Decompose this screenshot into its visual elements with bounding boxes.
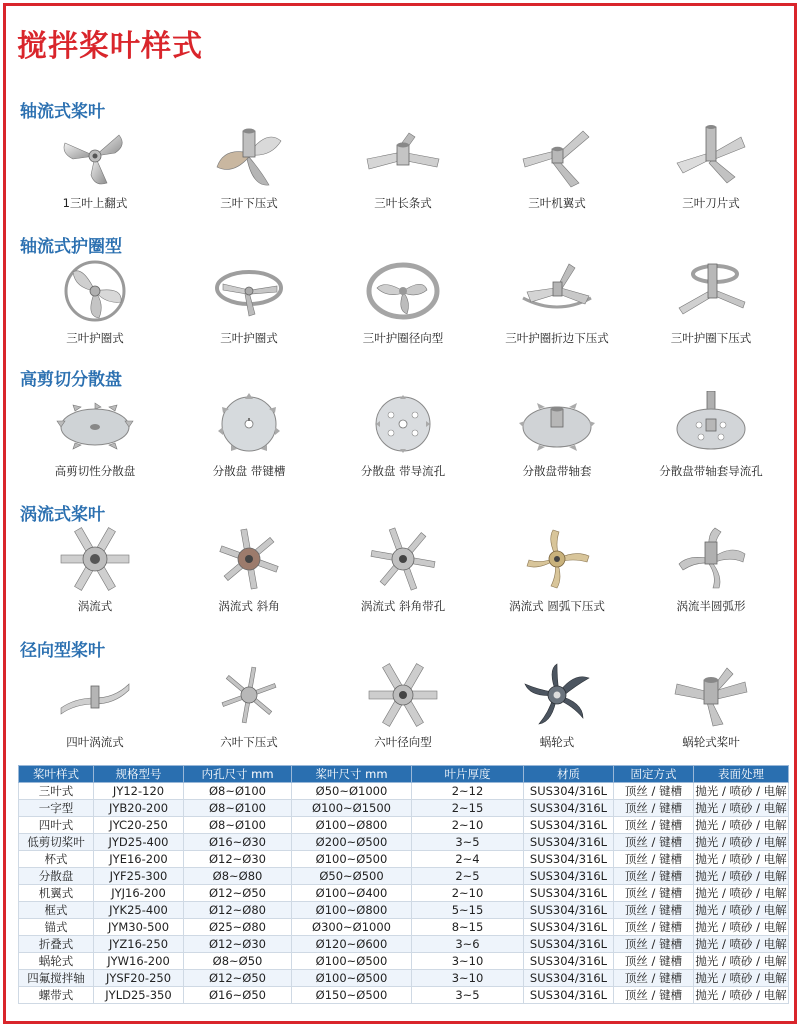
table-cell: 3~10	[412, 953, 524, 970]
table-cell: 顶丝 / 键槽	[614, 817, 694, 834]
product-card	[18, 654, 172, 754]
table-cell: 顶丝 / 键槽	[614, 800, 694, 817]
table-cell: 2~15	[412, 800, 524, 817]
table-cell: Ø50~Ø500	[292, 868, 412, 885]
product-card	[18, 383, 172, 483]
product-caption: 蜗轮式桨叶	[682, 735, 740, 749]
table-cell: 顶丝 / 键槽	[614, 851, 694, 868]
col-header-material: 材质	[524, 766, 614, 783]
guard-ring-folded-impeller-image	[517, 258, 597, 324]
table-cell: JYD25-400	[94, 834, 184, 851]
product-card	[480, 654, 634, 754]
product-caption: 分散盘带轴套导流孔	[659, 464, 763, 478]
six-blade-downward-image	[209, 662, 289, 728]
table-cell: 顶丝 / 键槽	[614, 834, 694, 851]
product-card	[480, 115, 634, 215]
product-caption: 蜗轮式	[539, 735, 575, 749]
three-blade-knife-impeller-image	[671, 123, 751, 189]
table-cell: JYM30-500	[94, 919, 184, 936]
high-shear-disc-image	[55, 391, 135, 457]
disc-with-sleeve-image	[517, 391, 597, 457]
table-cell: Ø200~Ø500	[292, 834, 412, 851]
table-cell: SUS304/316L	[524, 783, 614, 800]
product-card	[480, 383, 634, 483]
table-cell: JYJ16-200	[94, 885, 184, 902]
product-caption: 三叶护圈式	[66, 331, 124, 345]
product-caption: 三叶护圈式	[220, 331, 278, 345]
table-cell: 抛光 / 喷砂 / 电解	[695, 988, 787, 1002]
angled-turbine-with-holes-image	[363, 526, 443, 592]
table-cell: 顶丝 / 键槽	[614, 936, 694, 953]
table-row	[19, 987, 789, 1004]
table-cell: Ø16~Ø30	[184, 834, 292, 851]
product-caption: 六叶下压式	[220, 735, 278, 749]
table-row	[19, 953, 789, 970]
table-row	[19, 885, 789, 902]
guard-ring-radial-impeller-image	[363, 258, 443, 324]
table-cell: 折叠式	[19, 936, 94, 953]
three-blade-wing-impeller-image	[517, 123, 597, 189]
table-cell: JY12-120	[94, 783, 184, 800]
table-cell: Ø100~Ø500	[292, 970, 412, 987]
table-cell: Ø8~Ø50	[184, 953, 292, 970]
product-card	[172, 383, 326, 483]
table-cell: 3~6	[412, 936, 524, 953]
product-caption: 涡流式 斜角	[218, 599, 280, 613]
product-card	[172, 518, 326, 618]
table-cell: 3~5	[412, 834, 524, 851]
table-cell: 抛光 / 喷砂 / 电解	[695, 937, 787, 951]
col-header-blade-size: 桨叶尺寸 mm	[292, 766, 412, 783]
page-title: 搅拌桨叶样式	[17, 29, 203, 64]
guard-ring-propeller-image	[55, 258, 135, 324]
table-cell: 顶丝 / 键槽	[614, 987, 694, 1004]
table-cell: Ø12~Ø50	[184, 970, 292, 987]
product-card	[326, 654, 480, 754]
half-arc-turbine-image	[671, 526, 751, 592]
table-cell: 抛光 / 喷砂 / 电解	[695, 784, 787, 798]
table-cell: SUS304/316L	[524, 868, 614, 885]
product-card	[634, 250, 788, 350]
product-card	[634, 518, 788, 618]
table-cell: 抛光 / 喷砂 / 电解	[695, 971, 787, 985]
table-cell: Ø100~Ø500	[292, 851, 412, 868]
table-cell: JYW16-200	[94, 953, 184, 970]
table-cell: 顶丝 / 键槽	[614, 902, 694, 919]
table-cell: 抛光 / 喷砂 / 电解	[695, 954, 787, 968]
table-cell: Ø8~Ø100	[184, 817, 292, 834]
table-cell: Ø12~Ø80	[184, 902, 292, 919]
table-cell: SUS304/316L	[524, 919, 614, 936]
disc-with-keyway-image	[209, 391, 289, 457]
product-card	[326, 250, 480, 350]
table-cell: 8~15	[412, 919, 524, 936]
table-row	[19, 919, 789, 936]
product-card	[634, 383, 788, 483]
table-cell: SUS304/316L	[524, 800, 614, 817]
disc-with-flow-holes-image	[363, 391, 443, 457]
product-caption: 三叶护圈下压式	[670, 331, 752, 345]
product-caption: 涡流式	[77, 599, 113, 613]
guard-ring-downward-impeller-image	[671, 258, 751, 324]
section-title: 轴流式护圈型	[20, 237, 122, 257]
table-cell: Ø25~Ø80	[184, 919, 292, 936]
product-card	[18, 115, 172, 215]
table-body	[19, 783, 789, 1004]
section-title: 径向型桨叶	[20, 641, 105, 661]
product-caption: 分散盘 带键槽	[212, 464, 286, 478]
table-cell: Ø12~Ø50	[184, 885, 292, 902]
product-card	[634, 654, 788, 754]
table-cell: 一字型	[19, 800, 94, 817]
table-cell: 3~10	[412, 970, 524, 987]
table-cell: 抛光 / 喷砂 / 电解	[695, 852, 787, 866]
table-row	[19, 783, 789, 800]
product-card	[480, 250, 634, 350]
table-cell: JYZ16-250	[94, 936, 184, 953]
table-cell: 3~5	[412, 987, 524, 1004]
table-cell: Ø50~Ø1000	[292, 783, 412, 800]
table-cell: Ø16~Ø50	[184, 987, 292, 1004]
table-cell: SUS304/316L	[524, 817, 614, 834]
product-caption: 三叶护圈径向型	[362, 331, 444, 345]
table-cell: 抛光 / 喷砂 / 电解	[695, 818, 787, 832]
product-caption: 三叶护圈折边下压式	[505, 331, 609, 345]
product-caption: 分散盘带轴套	[522, 464, 592, 478]
table-cell: SUS304/316L	[524, 936, 614, 953]
product-card	[172, 115, 326, 215]
table-cell: 顶丝 / 键槽	[614, 868, 694, 885]
worm-wheel-blade-image	[671, 662, 751, 728]
table-header-row	[19, 766, 789, 783]
specification-table	[18, 765, 789, 1004]
table-cell: 2~10	[412, 817, 524, 834]
section-title: 涡流式桨叶	[20, 505, 105, 525]
table-cell: 抛光 / 喷砂 / 电解	[695, 920, 787, 934]
table-cell: Ø100~Ø800	[292, 817, 412, 834]
table-cell: Ø8~Ø100	[184, 800, 292, 817]
table-cell: Ø100~Ø1500	[292, 800, 412, 817]
curved-turbine-impeller-image	[517, 526, 597, 592]
table-cell: 低剪切桨叶	[19, 834, 94, 851]
col-header-fixing: 固定方式	[614, 766, 694, 783]
product-card	[172, 250, 326, 350]
table-cell: SUS304/316L	[524, 902, 614, 919]
section-title: 轴流式桨叶	[20, 102, 105, 122]
table-cell: SUS304/316L	[524, 851, 614, 868]
table-cell: 抛光 / 喷砂 / 电解	[695, 869, 787, 883]
table-cell: JYSF20-250	[94, 970, 184, 987]
table-cell: Ø120~Ø600	[292, 936, 412, 953]
table-row	[19, 851, 789, 868]
table-row	[19, 970, 789, 987]
product-card	[480, 518, 634, 618]
col-header-finish: 表面处理	[694, 766, 789, 783]
turbine-impeller-image	[55, 526, 135, 592]
table-cell: 2~4	[412, 851, 524, 868]
table-cell: SUS304/316L	[524, 987, 614, 1004]
product-caption: 分散盘 带导流孔	[360, 464, 446, 478]
col-header-model: 规格型号	[94, 766, 184, 783]
section-title: 高剪切分散盘	[20, 370, 122, 390]
table-row	[19, 817, 789, 834]
angled-turbine-impeller-image	[209, 526, 289, 592]
table-cell: 抛光 / 喷砂 / 电解	[695, 801, 787, 815]
table-cell: 螺带式	[19, 987, 94, 1004]
product-caption: 六叶径向型	[374, 735, 432, 749]
table-cell: 5~15	[412, 902, 524, 919]
four-blade-turbine-image	[55, 662, 135, 728]
table-cell: JYB20-200	[94, 800, 184, 817]
table-cell: SUS304/316L	[524, 834, 614, 851]
table-cell: 蜗轮式	[19, 953, 94, 970]
table-cell: 抛光 / 喷砂 / 电解	[695, 903, 787, 917]
table-row	[19, 868, 789, 885]
table-cell: 抛光 / 喷砂 / 电解	[695, 886, 787, 900]
table-cell: Ø100~Ø800	[292, 902, 412, 919]
table-cell: Ø300~Ø1000	[292, 919, 412, 936]
product-caption: 四叶涡流式	[66, 735, 124, 749]
product-caption: 涡流半圆弧形	[676, 599, 746, 613]
product-card	[326, 518, 480, 618]
table-cell: 抛光 / 喷砂 / 电解	[695, 835, 787, 849]
table-cell: JYK25-400	[94, 902, 184, 919]
col-header-style: 桨叶样式	[19, 766, 94, 783]
product-caption: 涡流式 斜角带孔	[360, 599, 446, 613]
table-cell: 顶丝 / 键槽	[614, 783, 694, 800]
table-cell: 2~12	[412, 783, 524, 800]
table-cell: SUS304/316L	[524, 953, 614, 970]
table-cell: JYE16-200	[94, 851, 184, 868]
product-caption: 三叶机翼式	[528, 196, 586, 210]
table-cell: Ø8~Ø80	[184, 868, 292, 885]
table-cell: Ø12~Ø30	[184, 851, 292, 868]
table-cell: JYF25-300	[94, 868, 184, 885]
table-cell: 顶丝 / 键槽	[614, 970, 694, 987]
table-row	[19, 834, 789, 851]
table-row	[19, 936, 789, 953]
table-cell: 2~10	[412, 885, 524, 902]
product-caption: 三叶下压式	[220, 196, 278, 210]
table-cell: 四氟搅拌轴	[19, 970, 94, 987]
disc-with-sleeve-and-holes-image	[671, 391, 751, 457]
product-caption: 涡流式 圆弧下压式	[509, 599, 605, 613]
table-cell: JYLD25-350	[94, 987, 184, 1004]
table-cell: Ø100~Ø500	[292, 953, 412, 970]
table-cell: SUS304/316L	[524, 885, 614, 902]
table-cell: JYC20-250	[94, 817, 184, 834]
product-card	[18, 518, 172, 618]
product-card	[326, 383, 480, 483]
table-cell: 机翼式	[19, 885, 94, 902]
product-caption: 三叶长条式	[374, 196, 432, 210]
table-cell: 顶丝 / 键槽	[614, 919, 694, 936]
product-card	[18, 250, 172, 350]
table-cell: 锚式	[19, 919, 94, 936]
three-blade-propeller-image	[55, 123, 135, 189]
three-blade-long-strip-image	[363, 123, 443, 189]
product-caption: 三叶刀片式	[682, 196, 740, 210]
col-header-bore: 内孔尺寸 mm	[184, 766, 292, 783]
worm-wheel-impeller-image	[517, 662, 597, 728]
table-cell: SUS304/316L	[524, 970, 614, 987]
product-card	[634, 115, 788, 215]
table-cell: 三叶式	[19, 783, 94, 800]
table-cell: 杯式	[19, 851, 94, 868]
table-cell: Ø8~Ø100	[184, 783, 292, 800]
product-card	[326, 115, 480, 215]
table-cell: 分散盘	[19, 868, 94, 885]
table-cell: 四叶式	[19, 817, 94, 834]
table-row	[19, 800, 789, 817]
product-caption: 1三叶上翻式	[62, 196, 128, 210]
col-header-thickness: 叶片厚度	[412, 766, 524, 783]
three-blade-downward-impeller-image	[209, 123, 289, 189]
table-cell: 框式	[19, 902, 94, 919]
product-card	[172, 654, 326, 754]
table-cell: Ø12~Ø30	[184, 936, 292, 953]
table-row	[19, 902, 789, 919]
six-blade-radial-image	[363, 662, 443, 728]
table-cell: 顶丝 / 键槽	[614, 885, 694, 902]
table-cell: 顶丝 / 键槽	[614, 953, 694, 970]
product-caption: 高剪切性分散盘	[54, 464, 136, 478]
table-cell: Ø100~Ø400	[292, 885, 412, 902]
guard-ring-impeller-image	[209, 258, 289, 324]
table-cell: 2~5	[412, 868, 524, 885]
table-cell: Ø150~Ø500	[292, 987, 412, 1004]
